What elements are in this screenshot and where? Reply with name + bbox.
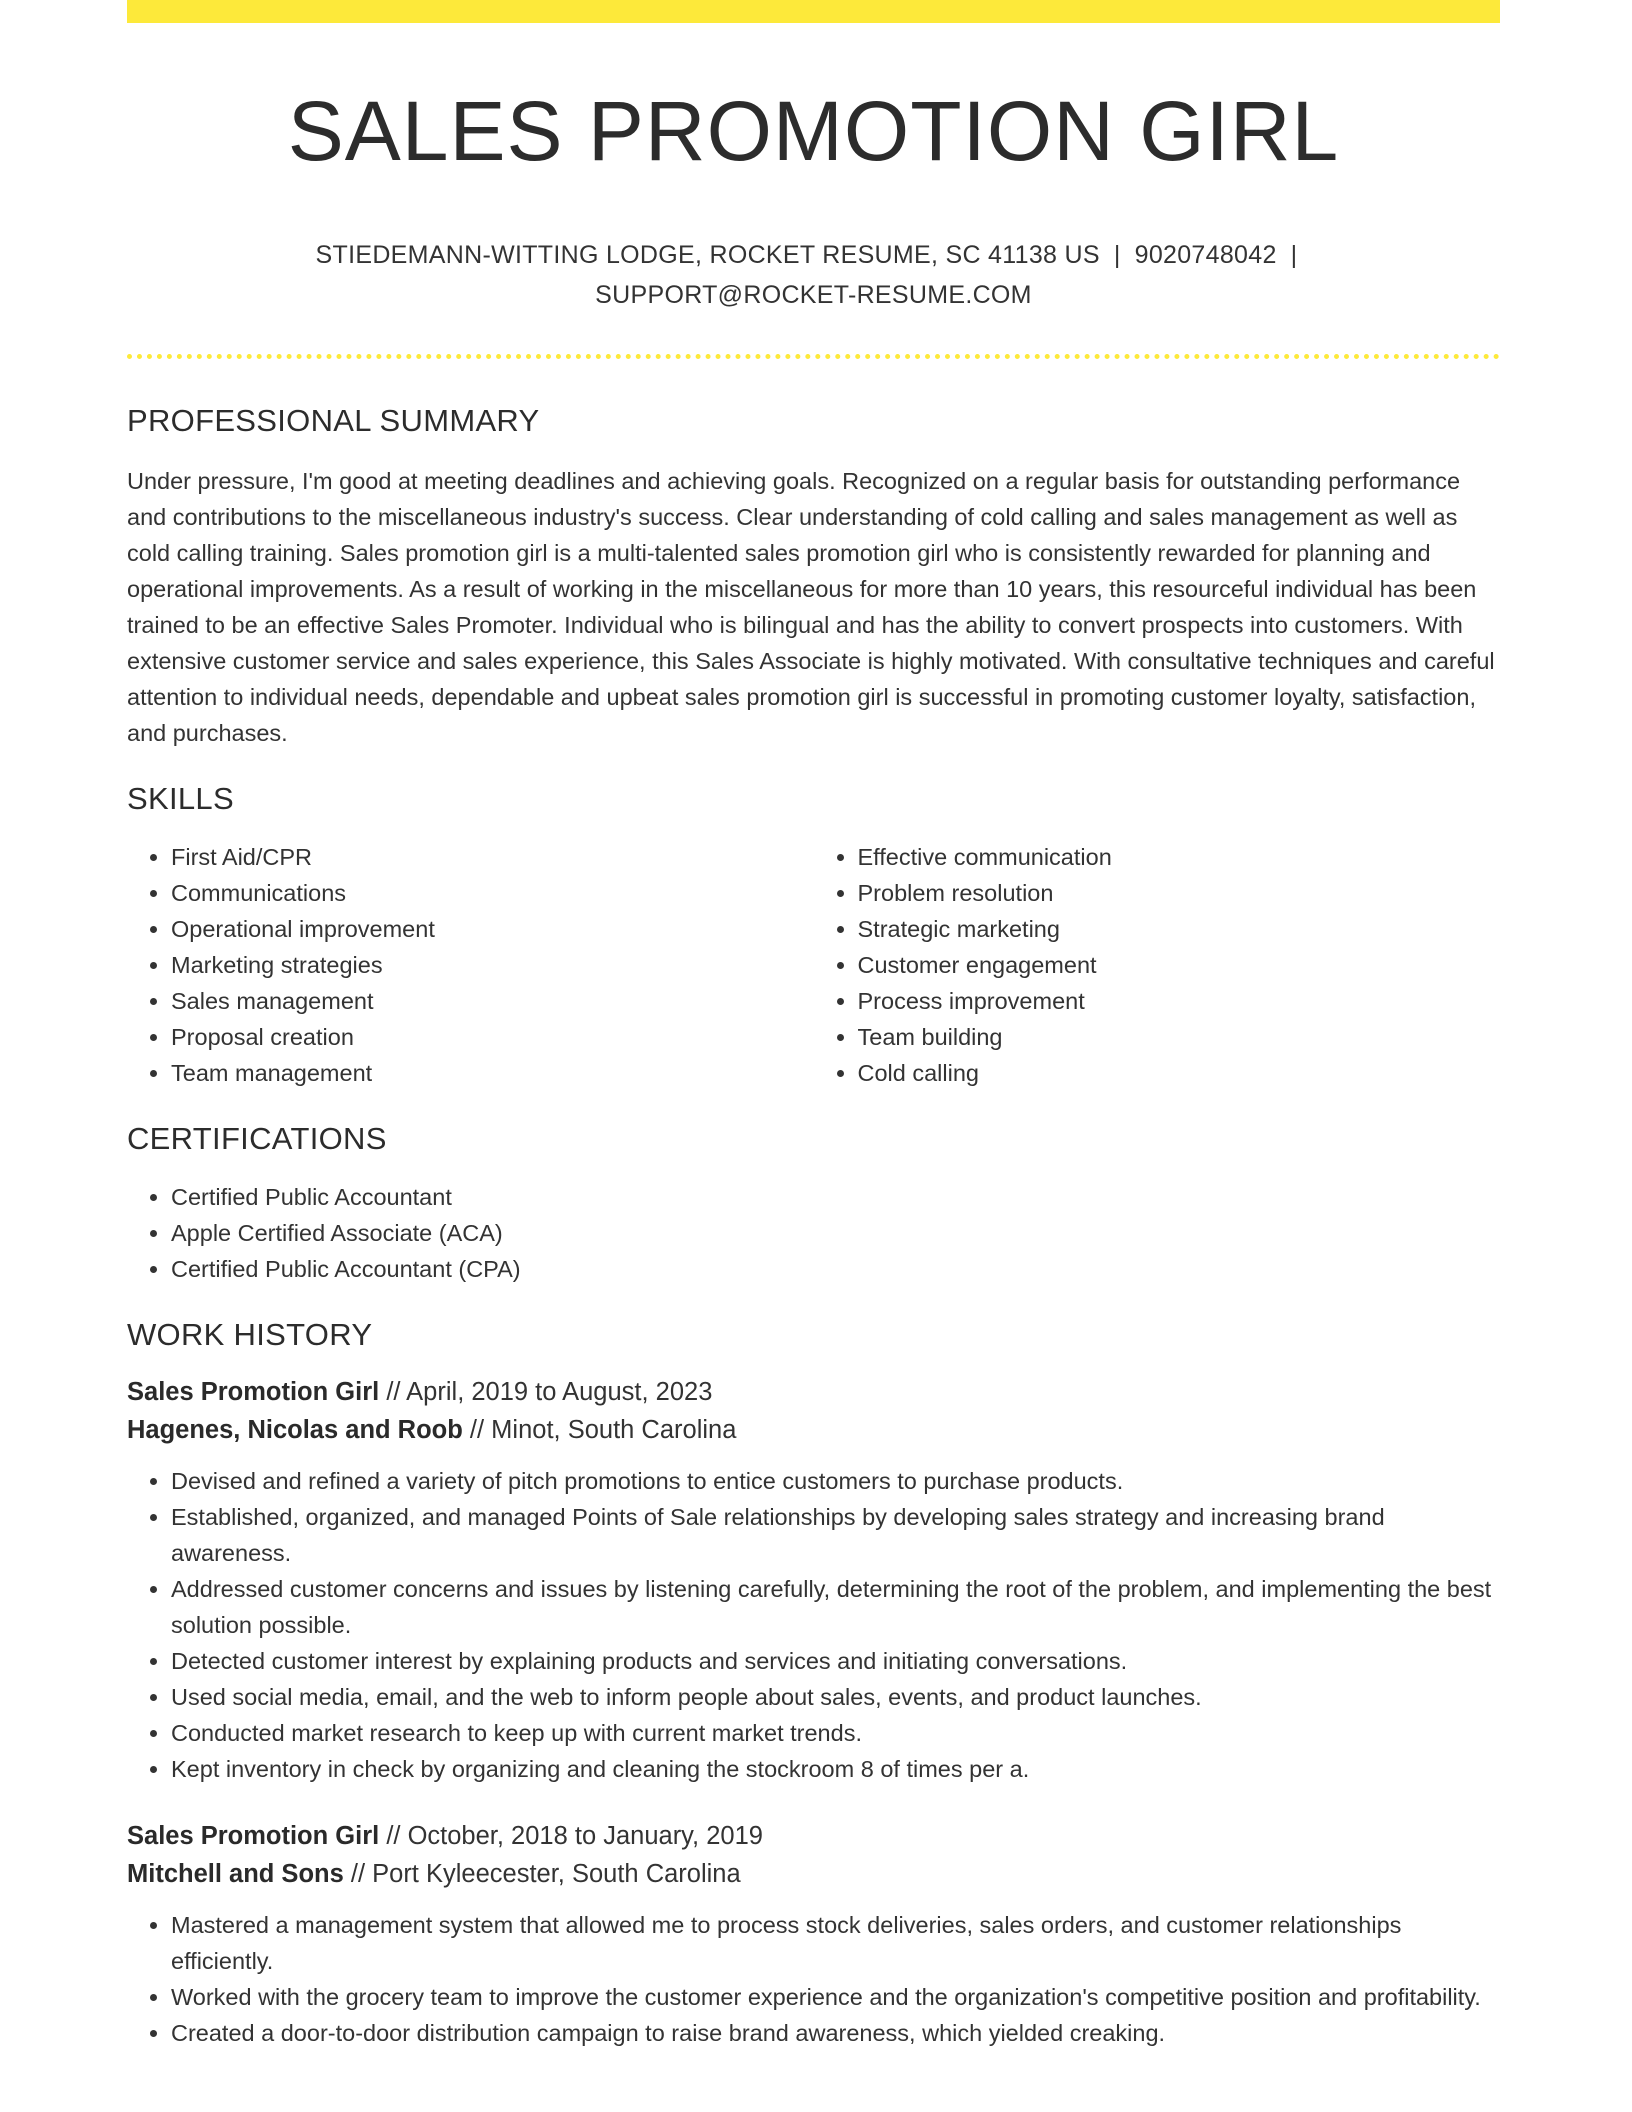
job-role: Sales Promotion Girl: [127, 1822, 380, 1851]
skill-item: • Team management: [171, 1055, 814, 1091]
skill-item: • First Aid/CPR: [171, 839, 814, 875]
skills-heading: SKILLS: [127, 781, 234, 817]
skill-item: • Proposal creation: [171, 1019, 814, 1055]
summary-text: Under pressure, I'm good at meeting deadlines and achieving goals. Recognized on a regular basis for outstanding performance and contributions to the miscellaneous industry's success. Clear understanding of cold calling and sales management as well as cold calling training. Sales promotion girl is a multi-talented sales promotion girl who is consistently rewarded for planning and operational improvements. As a result of working in the miscellaneous for more than 10 years, this resourceful individual has been trained to be an effective Sales Promoter. Individual who is bilingual and has the ability to convert prospects into customers. With extensive customer service and sales experience, this Sales Associate is highly motivated. With consultative techniques and careful attention to individual needs, dependable and upbeat sales promotion girl is successful in promoting customer loyalty, satisfaction, and purchases.: [127, 468, 1495, 747]
contact-line-2: [127, 275, 1500, 315]
job-dates: // April, 2019 to August, 2023: [386, 1378, 713, 1407]
job-bullet-list: [127, 1463, 1500, 1787]
job-entry: [127, 1373, 1500, 1787]
contact-line-1: [127, 235, 1500, 275]
job-company: Hagenes, Nicolas and Roob: [127, 1416, 463, 1445]
certification-item: • Certified Public Accountant: [171, 1179, 1500, 1215]
resume-page: [127, 0, 1500, 2051]
skills-right-list: [814, 839, 1501, 1091]
candidate-name: SALES PROMOTION GIRL: [287, 84, 1340, 178]
job-title-line: [127, 1817, 1500, 1855]
summary-heading: PROFESSIONAL SUMMARY: [127, 403, 540, 439]
certifications-heading: CERTIFICATIONS: [127, 1121, 387, 1157]
job-dates: // October, 2018 to January, 2019: [386, 1822, 763, 1851]
job-entry: [127, 1817, 1500, 2051]
job-bullet: • Devised and refined a variety of pitch promotions to entice customers to purchase products.: [171, 1463, 1500, 1499]
job-bullet: • Used social media, email, and the web to inform people about sales, events, and product launches.: [171, 1679, 1500, 1715]
job-company-line: [127, 1411, 1500, 1449]
job-role: Sales Promotion Girl: [127, 1378, 380, 1407]
skill-item: • Operational improvement: [171, 911, 814, 947]
job-bullet: • Established, organized, and managed Points of Sale relationships by developing sales strategy and increasing brand awareness.: [171, 1499, 1500, 1571]
job-company-line: [127, 1855, 1500, 1893]
skill-item: • Cold calling: [858, 1055, 1501, 1091]
certifications-list: [127, 1179, 1500, 1287]
skill-item: • Problem resolution: [858, 875, 1501, 911]
skill-item: • Process improvement: [858, 983, 1501, 1019]
skills-columns: [127, 839, 1500, 1091]
skills-left-list: [127, 839, 814, 1091]
job-bullet: • Detected customer interest by explaining products and services and initiating conversations.: [171, 1643, 1500, 1679]
job-location: // Port Kyleecester, South Carolina: [350, 1860, 741, 1889]
skill-item: • Strategic marketing: [858, 911, 1501, 947]
work-history-heading: WORK HISTORY: [127, 1317, 373, 1353]
contact-separator: |: [1290, 241, 1298, 270]
accent-top-bar: [127, 0, 1500, 23]
skill-item: • Team building: [858, 1019, 1501, 1055]
phone: 9020748042: [1134, 241, 1277, 270]
dotted-divider: [127, 354, 1500, 359]
skill-item: • Communications: [171, 875, 814, 911]
job-bullet-list: [127, 1907, 1500, 2051]
skill-item: • Marketing strategies: [171, 947, 814, 983]
skill-item: • Customer engagement: [858, 947, 1501, 983]
job-bullet: • Addressed customer concerns and issues by listening carefully, determining the root of the problem, and implementing the best solution possible.: [171, 1571, 1500, 1643]
job-bullet: • Kept inventory in check by organizing and cleaning the stockroom 8 of times per a.: [171, 1751, 1500, 1787]
job-bullet: • Mastered a management system that allowed me to process stock deliveries, sales orders, and customer relationships efficiently.: [171, 1907, 1500, 1979]
contact-info: [127, 235, 1500, 315]
job-location: // Minot, South Carolina: [469, 1416, 737, 1445]
job-title-line: [127, 1373, 1500, 1411]
email: SUPPORT@ROCKET-RESUME.COM: [595, 281, 1032, 310]
address: STIEDEMANN-WITTING LODGE, ROCKET RESUME, SC 41138 US: [315, 241, 1100, 270]
job-bullet: • Conducted market research to keep up with current market trends.: [171, 1715, 1500, 1751]
contact-separator: |: [1113, 241, 1121, 270]
job-company: Mitchell and Sons: [127, 1860, 344, 1889]
skill-item: • Effective communication: [858, 839, 1501, 875]
job-bullet: • Created a door-to-door distribution campaign to raise brand awareness, which yielded creaking.: [171, 2015, 1500, 2051]
certification-item: • Apple Certified Associate (ACA): [171, 1215, 1500, 1251]
skill-item: • Sales management: [171, 983, 814, 1019]
job-bullet: • Worked with the grocery team to improve the customer experience and the organization's competitive position and profitability.: [171, 1979, 1500, 2015]
certification-item: • Certified Public Accountant (CPA): [171, 1251, 1500, 1287]
